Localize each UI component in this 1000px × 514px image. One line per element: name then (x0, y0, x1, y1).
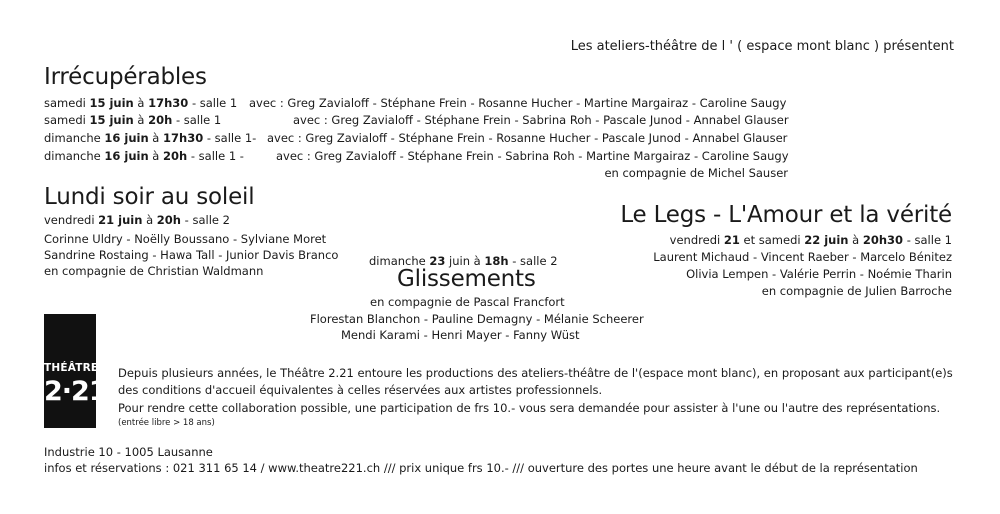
show4-company: en compagnie de Julien Barroche (761, 284, 952, 298)
show1-company: en compagnie de Michel Sauser (604, 166, 788, 180)
cast-row: Sandrine Rostaing - Hawa Tall - Junior Davis Branco (44, 248, 339, 262)
about-paragraph: Pour rendre cette collaboration possible, une participation de frs 10.- vous sera demandée pour assister à l'une ou l'autre des représentations. (118, 401, 941, 415)
cast-row: avec : Greg Zavialoff - Stéphane Frein - Rosanne Hucher - Pascale Junod - Annabel Glauser (267, 131, 788, 145)
schedule-row: dimanche 16 juin à 17h30 - salle 1- (44, 131, 257, 145)
theatre-221-logo: THÉÂTRE 2·21 (44, 314, 96, 428)
cast-row: avec : Greg Zavialoff - Stéphane Frein - Sabrina Roh - Martine Margairaz - Caroline Saugy (276, 149, 789, 163)
show-title-glissements: Glissements (397, 266, 536, 292)
address: Industrie 10 - 1005 Lausanne (44, 445, 213, 459)
cast-row: Florestan Blanchon - Pauline Demagny - Mélanie Scheerer (310, 312, 644, 326)
show-title-lundi-soir: Lundi soir au soleil (44, 184, 255, 210)
show-title-le-legs: Le Legs - L'Amour et la vérité (620, 202, 952, 228)
schedule-row: samedi 15 juin à 17h30 - salle 1 (44, 96, 238, 110)
cast-row: Laurent Michaud - Vincent Raeber - Marcelo Bénitez (653, 250, 952, 264)
schedule-row: samedi 15 juin à 20h - salle 1 (44, 113, 222, 127)
about-paragraph: des conditions d'accueil équivalentes à celles réservées aux artistes professionnels. (118, 383, 603, 397)
show-title-irrecuperables: Irrécupérables (44, 64, 207, 90)
cast-row: Mendi Karami - Henri Mayer - Fanny Wüst (341, 328, 580, 342)
presents-line: Les ateliers-théâtre de l ' ( espace mont blanc ) présentent (570, 39, 954, 54)
schedule-row: dimanche 23 juin à 18h - salle 2 (369, 254, 558, 268)
cast-row: Corinne Uldry - Noëlly Boussano - Sylviane Moret (44, 232, 327, 246)
cast-row: avec : Greg Zavialoff - Stéphane Frein - Sabrina Roh - Pascale Junod - Annabel Glauser (293, 113, 789, 127)
info-line: infos et réservations : 021 311 65 14 / www.theatre221.ch /// prix unique frs 10.- /// ouverture des portes une heure avant le début de la représentation (44, 461, 918, 475)
cast-row: Olivia Lempen - Valérie Perrin - Noémie Tharin (686, 267, 952, 281)
about-paragraph: Depuis plusieurs années, le Théâtre 2.21 entoure les productions des ateliers-théâtre de l'(espace mont blanc), en proposant aux participant(e)s (118, 366, 953, 380)
show2-company: en compagnie de Christian Waldmann (44, 264, 264, 278)
schedule-row: dimanche 16 juin à 20h - salle 1 - (44, 149, 244, 163)
show3-company: en compagnie de Pascal Francfort (370, 295, 565, 309)
schedule-row: vendredi 21 juin à 20h - salle 2 (44, 213, 230, 227)
schedule-row: vendredi 21 et samedi 22 juin à 20h30 - salle 1 (669, 233, 952, 247)
cast-row: avec : Greg Zavialoff - Stéphane Frein - Rosanne Hucher - Martine Margairaz - Caroline Saugy (249, 96, 787, 110)
age-note: (entrée libre > 18 ans) (118, 418, 215, 428)
